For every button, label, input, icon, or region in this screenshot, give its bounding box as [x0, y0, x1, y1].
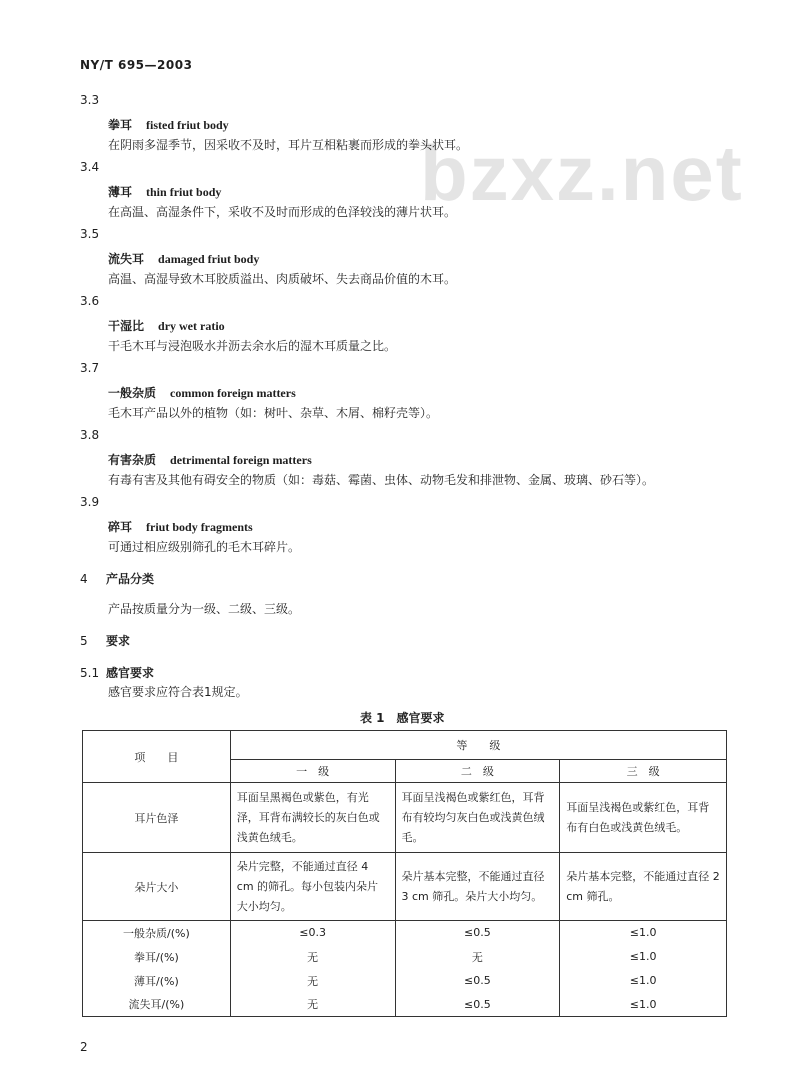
- grade-value: ≤1.0: [560, 921, 727, 945]
- clause-number: 3.9: [80, 495, 100, 509]
- section-5-heading: [80, 632, 130, 649]
- term-chinese: 干湿比: [108, 319, 145, 333]
- table-row: [83, 921, 727, 945]
- section-5-1-heading: [80, 664, 154, 681]
- grade-value: 朵片完整，不能通过直径 4 cm 的筛孔。每小包装内朵片大小均匀。: [230, 853, 395, 921]
- table-row: [83, 993, 727, 1017]
- grade-value: 无: [230, 945, 395, 969]
- term-definition: 可通过相应级别筛孔的毛木耳碎片。: [108, 540, 301, 554]
- grade-header: 二 级: [395, 760, 560, 783]
- table-row: [83, 945, 727, 969]
- term-heading: [108, 317, 225, 334]
- term-definition: 毛木耳产品以外的植物（如：树叶、杂草、木屑、棉籽壳等）。: [108, 406, 439, 420]
- clause-number: 3.6: [80, 294, 100, 308]
- row-item: 拳耳/(%): [83, 945, 231, 969]
- clause-number: 3.7: [80, 361, 100, 375]
- grade-value: 耳面呈黑褐色或紫色，有光泽，耳背布满较长的灰白色或浅黄色绒毛。: [230, 783, 395, 853]
- section-title: 产品分类: [106, 572, 155, 586]
- clause-number: 3.5: [80, 227, 100, 241]
- grade-value: ≤0.5: [395, 993, 560, 1017]
- sensory-requirements-table: [82, 730, 727, 1017]
- term-definition: 在阴雨多湿季节，因采收不及时，耳片互相粘裹而形成的拳头状耳。: [108, 138, 469, 152]
- row-item: 耳片色泽: [83, 783, 231, 853]
- clause-number: 3.4: [80, 160, 100, 174]
- term-heading: [108, 518, 253, 535]
- section-number: 5.1: [80, 666, 100, 680]
- watermark: bzxz.net: [420, 129, 744, 217]
- term-english: thin friut body: [146, 185, 222, 199]
- term-heading: [108, 451, 312, 468]
- grade-value: 无: [230, 969, 395, 993]
- term-heading: [108, 384, 296, 401]
- grade-value: ≤0.5: [395, 921, 560, 945]
- table-row: [83, 969, 727, 993]
- term-english: friut body fragments: [146, 520, 253, 534]
- table-row: [83, 783, 727, 853]
- section-4-text: 产品按质量分为一级、二级、三级。: [108, 602, 301, 616]
- term-definition: 在高温、高湿条件下，采收不及时而形成的色泽较浅的薄片状耳。: [108, 205, 457, 219]
- term-definition: 高温、高湿导致木耳胶质溢出、肉质破坏、失去商品价值的木耳。: [108, 272, 457, 286]
- section-title: 感官要求: [106, 666, 155, 680]
- term-chinese: 薄耳: [108, 185, 133, 199]
- term-definition: 有毒有害及其他有碍安全的物质（如：毒菇、霉菌、虫体、动物毛发和排泄物、金属、玻璃、砂石等）。: [108, 473, 655, 487]
- table-row: [83, 853, 727, 921]
- term-heading: [108, 116, 229, 133]
- table-caption: 表 1 感官要求: [360, 711, 445, 725]
- term-heading: [108, 183, 221, 200]
- term-english: fisted friut body: [146, 118, 229, 132]
- section-title: 要求: [106, 634, 131, 648]
- term-chinese: 有害杂质: [108, 453, 157, 467]
- term-english: detrimental foreign matters: [170, 453, 312, 467]
- standard-number-header: NY/T 695—2003: [80, 58, 193, 72]
- grade-header: 三 级: [560, 760, 727, 783]
- row-item: 一般杂质/(%): [83, 921, 231, 945]
- grade-value: ≤0.3: [230, 921, 395, 945]
- term-english: damaged friut body: [158, 252, 260, 266]
- grade-header: 一 级: [230, 760, 395, 783]
- section-number: 4: [80, 572, 88, 586]
- grade-value: 耳面呈浅褐色或紫红色，耳背布有较均匀灰白色或浅黄色绒毛。: [395, 783, 560, 853]
- clause-number: 3.8: [80, 428, 100, 442]
- row-item: 薄耳/(%): [83, 969, 231, 993]
- grade-value: ≤1.0: [560, 993, 727, 1017]
- term-chinese: 碎耳: [108, 520, 133, 534]
- grade-value: ≤1.0: [560, 969, 727, 993]
- grade-value: 耳面呈浅褐色或紫红色，耳背布有白色或浅黄色绒毛。: [560, 783, 727, 853]
- term-chinese: 流失耳: [108, 252, 145, 266]
- grade-value: ≤0.5: [395, 969, 560, 993]
- term-chinese: 一般杂质: [108, 386, 157, 400]
- column-header-item: 项 目: [83, 731, 231, 783]
- grade-value: 朵片基本完整，不能通过直径 3 cm 筛孔。朵片大小均匀。: [395, 853, 560, 921]
- grade-value: 朵片基本完整，不能通过直径 2 cm 筛孔。: [560, 853, 727, 921]
- grade-value: 无: [230, 993, 395, 1017]
- term-english: common foreign matters: [170, 386, 296, 400]
- page-number: 2: [80, 1040, 88, 1054]
- term-heading: [108, 250, 259, 267]
- section-4-heading: [80, 570, 154, 587]
- section-5-1-text: 感官要求应符合表1规定。: [108, 685, 248, 699]
- term-definition: 干毛木耳与浸泡吸水并沥去余水后的湿木耳质量之比。: [108, 339, 397, 353]
- row-item: 朵片大小: [83, 853, 231, 921]
- grade-value: ≤1.0: [560, 945, 727, 969]
- section-number: 5: [80, 634, 88, 648]
- column-header-grade: 等 级: [230, 731, 726, 760]
- row-item: 流失耳/(%): [83, 993, 231, 1017]
- term-chinese: 拳耳: [108, 118, 133, 132]
- grade-value: 无: [395, 945, 560, 969]
- clause-number: 3.3: [80, 93, 100, 107]
- term-english: dry wet ratio: [158, 319, 225, 333]
